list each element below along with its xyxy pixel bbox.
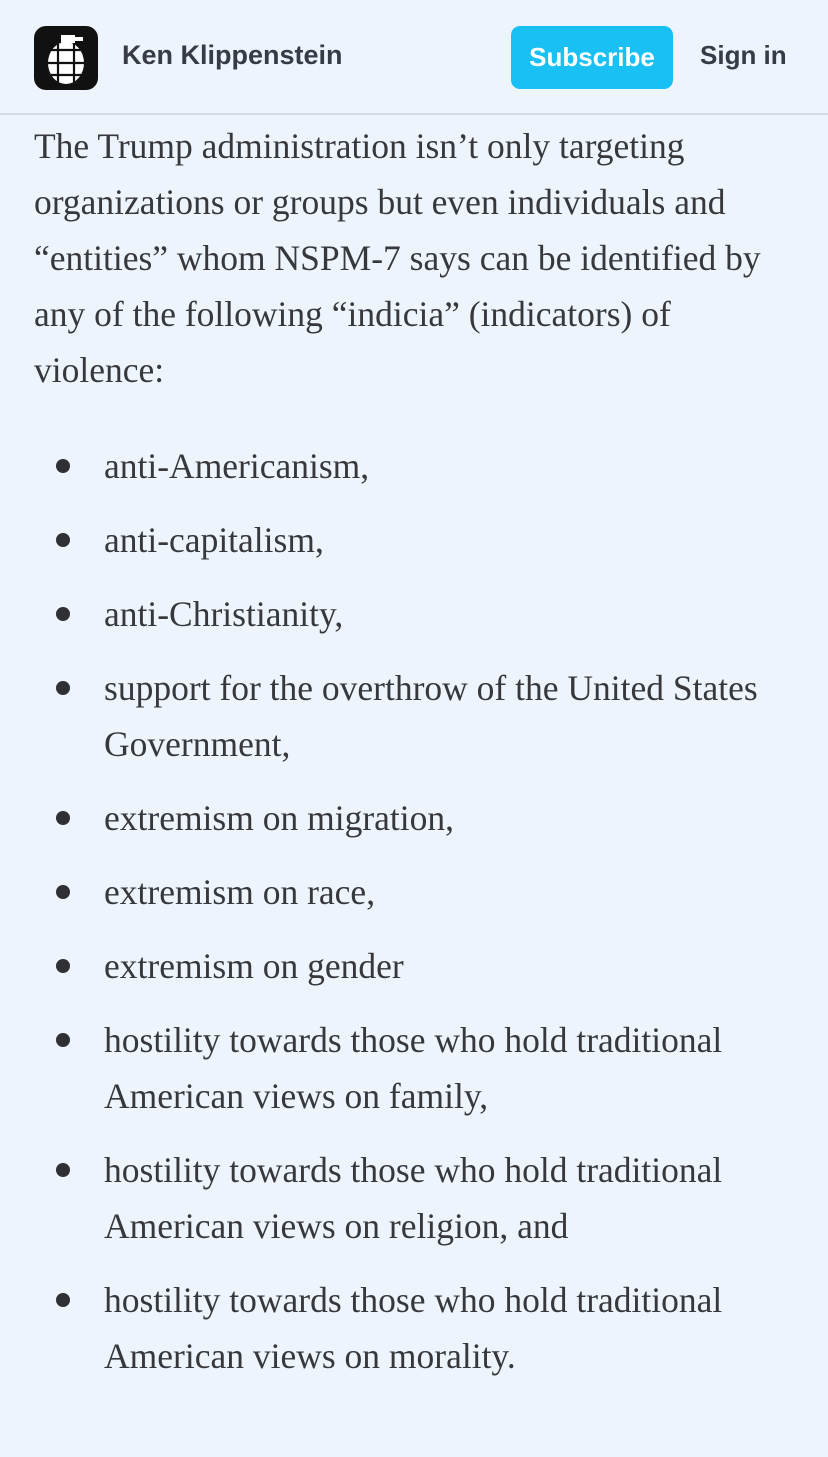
article-body (34, 118, 794, 1402)
list-item-text: hostility towards those who hold traditional American views on morality. (104, 1280, 723, 1376)
list-item (34, 938, 774, 994)
list-item (34, 1142, 774, 1254)
list-item (34, 438, 774, 494)
bullet-dot-icon (56, 885, 70, 899)
list-item (34, 586, 774, 642)
bullet-dot-icon (56, 607, 70, 621)
bullet-dot-icon (56, 1293, 70, 1307)
indicia-list (34, 438, 794, 1384)
list-item-text: support for the overthrow of the United States Government, (104, 668, 758, 764)
list-item-text: anti-Americanism, (104, 446, 370, 486)
list-item (34, 512, 774, 568)
list-item (34, 790, 774, 846)
list-item-text: anti-Christianity, (104, 594, 344, 634)
grenade-logo-icon (34, 26, 98, 90)
bullet-dot-icon (56, 959, 70, 973)
bullet-dot-icon (56, 1033, 70, 1047)
list-item-text: hostility towards those who hold traditional American views on family, (104, 1020, 723, 1116)
bullet-dot-icon (56, 1163, 70, 1177)
list-item (34, 864, 774, 920)
publication-name[interactable]: Ken Klippenstein (122, 40, 343, 70)
list-item (34, 1272, 774, 1384)
publication-logo-icon[interactable] (34, 26, 98, 90)
list-item (34, 1012, 774, 1124)
list-item-text: anti-capitalism, (104, 520, 324, 560)
bullet-dot-icon (56, 681, 70, 695)
list-item-text: extremism on race, (104, 872, 376, 912)
list-item-text: extremism on migration, (104, 798, 455, 838)
list-item-text: hostility towards those who hold traditional American views on religion, and (104, 1150, 723, 1246)
bullet-dot-icon (56, 459, 70, 473)
bullet-dot-icon (56, 811, 70, 825)
top-bar (0, 0, 828, 115)
list-item-text: extremism on gender (104, 946, 404, 986)
sign-in-link[interactable]: Sign in (700, 40, 787, 70)
bullet-dot-icon (56, 533, 70, 547)
intro-paragraph: The Trump administration isn’t only targeting organizations or groups but even individuals and “entities” whom NSPM-7 says can be identified by any of the following “indicia” (indicators) of violence: (34, 126, 761, 390)
subscribe-button[interactable]: Subscribe (511, 26, 673, 89)
list-item (34, 660, 774, 772)
